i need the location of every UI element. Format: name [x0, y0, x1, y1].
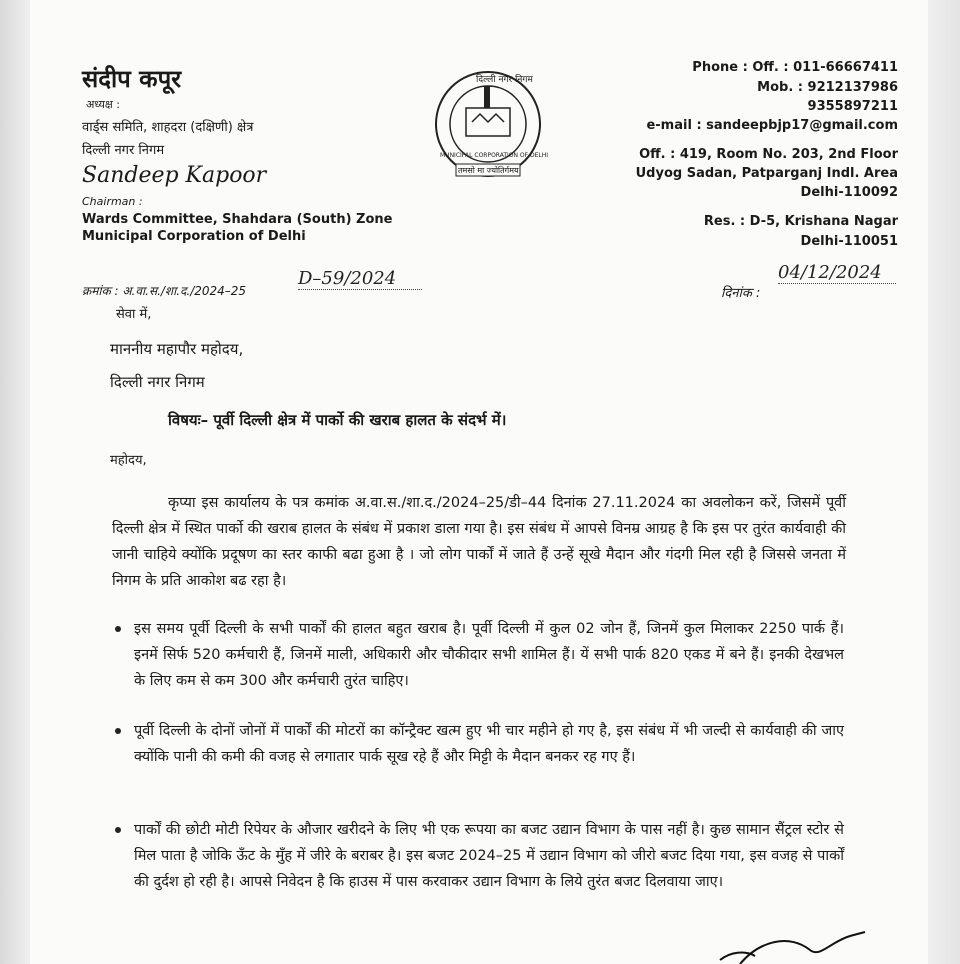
hindi-name: संदीप कपूर: [82, 64, 182, 93]
bullet-marker-1: [115, 626, 121, 632]
phone-mobile-2: 9355897211: [807, 99, 898, 114]
addressee-line-1: माननीय महापौर महोदय,: [110, 340, 244, 358]
page-shadow-left: [0, 0, 30, 964]
residence-address-1: Res. : D-5, Krishana Nagar: [703, 214, 898, 229]
logo-ring-text: MUNICIPAL CORPORATION OF DELHI: [440, 152, 549, 159]
hindi-committee: वार्ड्स समिति, शाहदरा (दक्षिणी) क्षेत्र: [82, 120, 254, 135]
page-shadow-right: [928, 0, 960, 964]
bullet-paragraph-1: इस समय पूर्वी दिल्ली के सभी पार्कों की हालत बहुत खराब है। पूर्वी दिल्ली में कुल 02 जोन हैं, जिनमें कुल मिलाकर 2250 पार्क हैं। इनमें सिर्फ 520 कर्मचारी हैं, जिनमें माली, अधिकारी और चौकीदार सभी शामिल हैं। यें सभी पार्क 820 एकड में बने हैं। इनकी देखभल के लिए कम से कम 300 और कर्मचारी तुरंत चाहिए।: [134, 621, 844, 689]
salutation: महोदय,: [110, 453, 147, 468]
office-address-2: Udyog Sadan, Patparganj Indl. Area: [635, 166, 898, 181]
office-address-3: Delhi-110092: [800, 185, 898, 200]
bullet-marker-3: [115, 827, 121, 833]
english-committee: Wards Committee, Shahdara (South) Zone: [82, 212, 393, 227]
office-address-1: Off. : 419, Room No. 203, 2nd Floor: [639, 147, 898, 162]
bullet-paragraph-2: पूर्वी दिल्ली के दोनों जोनों में पार्कों की मोटरों का कॉन्ट्रैक्ट खत्म हुए भी चार महीने हो गए है, इस संबंध में भी जल्दी से कार्यवाही की जाए क्योंकि पानी की कमी की वजह से लगातार पार्क सूख रहे हैं और मिट्टी के मैदान बनकर रह गए हैं।: [134, 723, 844, 765]
phone-mobile: Mob. : 9212137986: [757, 80, 898, 95]
bullet-marker-2: [115, 728, 121, 734]
hindi-role-label: अध्यक्ष :: [86, 98, 121, 111]
reference-number-handwritten: D–59/2024: [298, 268, 422, 290]
phone-office: Phone : Off. : 011-66667411: [692, 60, 898, 75]
mcd-logo: [432, 68, 549, 180]
addressee-line-2: दिल्ली नगर निगम: [110, 373, 205, 391]
email: e-mail : sandeepbjp17@gmail.com: [646, 118, 898, 133]
residence-address-2: Delhi-110051: [800, 234, 898, 249]
hindi-corporation: दिल्ली नगर निगम: [82, 143, 165, 158]
body-paragraph-1: कृप्या इस कार्यालय के पत्र कमांक अ.वा.स./शा.द./2024–25/डी–44 दिनांक 27.11.2024 का अवलोकन करें, जिसमें पूर्वी दिल्ली क्षेत्र में स्थित पार्को की खराब हालत के संबंध में प्रकाश डाला गया है। इस संबंध में आपसे विनम्र आग्रह है कि इस पर तुरंत कार्यवाही की जानी चाहिये क्योंकि प्रदूषण का स्तर काफी बढा हुआ है । जो लोग पार्कों में जाते हैं उन्हें सूखे मैदान और गंदगी मिल रही है जिससे जनता में निगम के प्रति आकोश बढ रहा है।: [112, 495, 846, 589]
subject-line: विषयः– पूर्वी दिल्ली क्षेत्र में पार्को की खराब हालत के संदर्भ में।: [168, 411, 507, 429]
logo-motto: तमसो मा ज्योतिर्गमय: [458, 166, 519, 175]
reference-number-label: क्रमांक : अ.वा.स./शा.द./2024–25: [82, 284, 247, 298]
english-name: Sandeep Kapoor: [82, 163, 267, 188]
date-label: दिनांक :: [721, 286, 761, 301]
english-role-label: Chairman :: [82, 195, 143, 208]
english-corporation: Municipal Corporation of Delhi: [82, 229, 306, 244]
date-handwritten: 04/12/2024: [778, 262, 896, 284]
signature-mark: [700, 930, 880, 964]
seva-mein: सेवा में,: [116, 307, 152, 322]
bullet-paragraph-3: पार्कों की छोटी मोटी रिपेयर के औजार खरीदने के लिए भी एक रूपया का बजट उद्यान विभाग के पास नहीं है। कुछ सामान सैंट्रल स्टोर से मिल पाता है जोकि ऊँट के मुँह में जीरे के बराबर है। इस बजट 2024–25 में उद्यान विभाग को जीरो बजट दिया गया, इस वजह से पार्कों की दुर्दश हो रही है। आपसे निवेदन है कि हाउस में पास करवाकर उद्यान विभाग के लिये तुरंत बजट दिलवाया जाए।: [134, 822, 844, 890]
logo-top-text: दिल्ली नगर निगम: [476, 75, 533, 85]
